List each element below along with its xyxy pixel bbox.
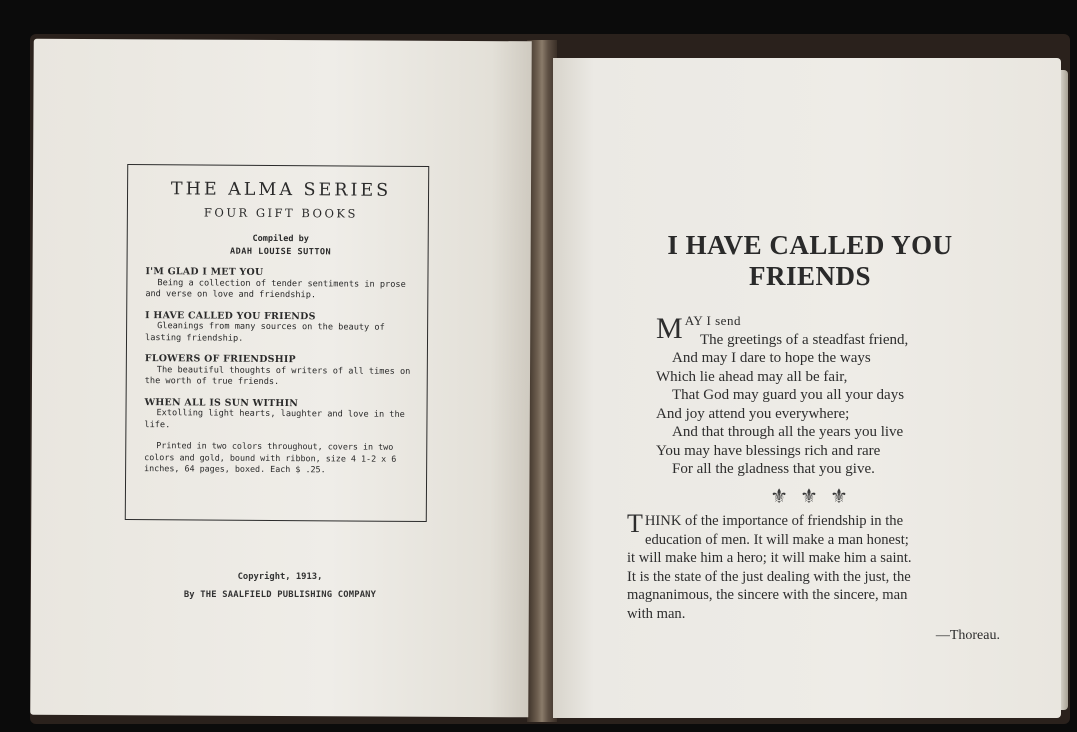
poem-line: And that through all the years you live	[672, 424, 904, 440]
attribution: —Thoreau.	[935, 628, 1000, 643]
poem-line: For all the gladness that you give.	[672, 461, 875, 477]
poem-line: That God may guard you all your days	[672, 387, 905, 403]
series-subtitle: FOUR GIFT BOOKS	[203, 205, 358, 221]
poem-line: Which lie ahead may all be fair,	[656, 368, 848, 385]
poem-line: The greetings of a steadfast friend,	[700, 331, 909, 348]
book-title: FLOWERS OF FRIENDSHIP	[144, 353, 296, 366]
thoreau-quote	[627, 509, 999, 624]
prose-line: magnanimous, the sincere with the sincere, man	[627, 587, 908, 604]
title-line-2: FRIENDS	[748, 261, 872, 291]
prose-line: education of men. It will make a man honest;	[645, 531, 909, 548]
page-title	[620, 230, 1000, 292]
print-specifications: Printed in two colors throughout, covers in two colors and gold, bound with ribbon, size 4 1-2 x 6 inches, 64 pages, boxed. Each $ .25.	[144, 440, 397, 475]
series-title: THE ALMA SERIES	[170, 179, 392, 201]
book-title: WHEN ALL IS SUN WITHIN	[144, 396, 299, 409]
book-entry	[145, 310, 415, 346]
compiled-by-label: Compiled by	[252, 233, 309, 245]
copyright-line: Copyright, 1913,	[237, 572, 323, 582]
book-description: Gleanings from many sources on the beauty of lasting friendship.	[144, 321, 385, 344]
compiler-name: ADAH LOUISE SUTTON	[230, 246, 332, 258]
poem-first-line: AY I send	[684, 313, 741, 328]
poem-dropcap: M	[656, 312, 683, 345]
book-entry	[145, 266, 415, 302]
poem-line: And may I dare to hope the ways	[672, 350, 871, 366]
prose-line: with man.	[627, 605, 686, 622]
prose-line	[627, 509, 999, 538]
book-description: Extolling light hearts, laughter and love in the life.	[144, 408, 405, 430]
book-entry	[145, 353, 415, 389]
book-description: Being a collection of tender sentiments in prose and verse on love and friendship.	[145, 277, 406, 301]
book-entry	[144, 397, 414, 433]
poem	[656, 312, 1016, 479]
poem-line: And joy attend you everywhere;	[656, 405, 850, 422]
prose-line: it will make him a hero; it will make him a saint.	[627, 550, 912, 567]
prose-first-line: HINK of the importance of friendship in the	[644, 513, 904, 529]
book-description: The beautiful thoughts of writers of all times on the worth of true friends.	[144, 364, 411, 388]
series-advertisement-box	[125, 164, 429, 522]
prose-dropcap: T	[627, 509, 643, 538]
publisher-line: By THE SAALFIELD PUBLISHING COMPANY	[183, 590, 377, 600]
fleur-de-lis-ornaments: ⚜⚜⚜	[770, 484, 860, 508]
poem-line: You may have blessings rich and rare	[656, 442, 881, 459]
book-title: I'M GLAD I MET YOU	[145, 266, 264, 278]
title-line-1: I HAVE CALLED YOU	[667, 230, 953, 260]
prose-line: It is the state of the just dealing with the just, the	[627, 568, 911, 585]
book-title: I HAVE CALLED YOU FRIENDS	[145, 309, 316, 322]
